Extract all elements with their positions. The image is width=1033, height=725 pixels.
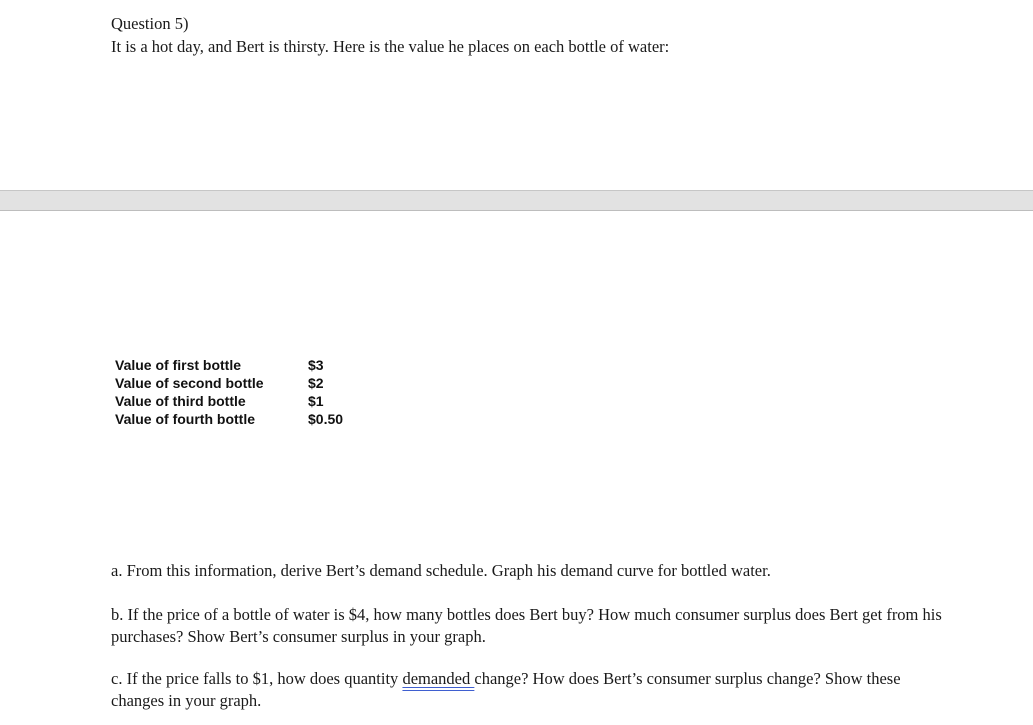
grammar-flagged-word[interactable]: demanded	[402, 669, 475, 688]
table-row	[115, 410, 343, 428]
part-a-text: a. From this information, derive Bert’s demand schedule. Graph his demand curve for bottled water.	[111, 561, 771, 580]
value-label: Value of third bottle	[115, 393, 246, 409]
table-row	[115, 392, 343, 410]
value-amount: $1	[308, 393, 324, 409]
part-c-text	[111, 668, 951, 712]
bottle-values-table	[115, 356, 343, 428]
page-break-divider	[0, 190, 1033, 211]
value-label: Value of fourth bottle	[115, 411, 255, 427]
value-label: Value of first bottle	[115, 357, 242, 373]
value-amount: $3	[308, 357, 324, 373]
part-c-text-start: c. If the price falls to $1, how does quantity	[111, 669, 403, 688]
table-row	[115, 374, 343, 392]
value-amount: $2	[308, 375, 324, 391]
part-b-text: b. If the price of a bottle of water is $4, how many bottles does Bert buy? How much consumer surplus does Bert get from his purchases? Show Bert’s consumer surplus in your graph.	[111, 605, 942, 646]
part-c-text-end: change? How does Bert’s consumer surplus change? Show these changes in your graph.	[111, 669, 901, 710]
value-amount: $0.50	[308, 411, 344, 427]
question-intro: It is a hot day, and Bert is thirsty. Here is the value he places on each bottle of water:	[111, 37, 670, 56]
question-heading: Question 5)	[111, 14, 189, 33]
table-row	[115, 356, 343, 374]
value-label: Value of second bottle	[115, 375, 264, 391]
